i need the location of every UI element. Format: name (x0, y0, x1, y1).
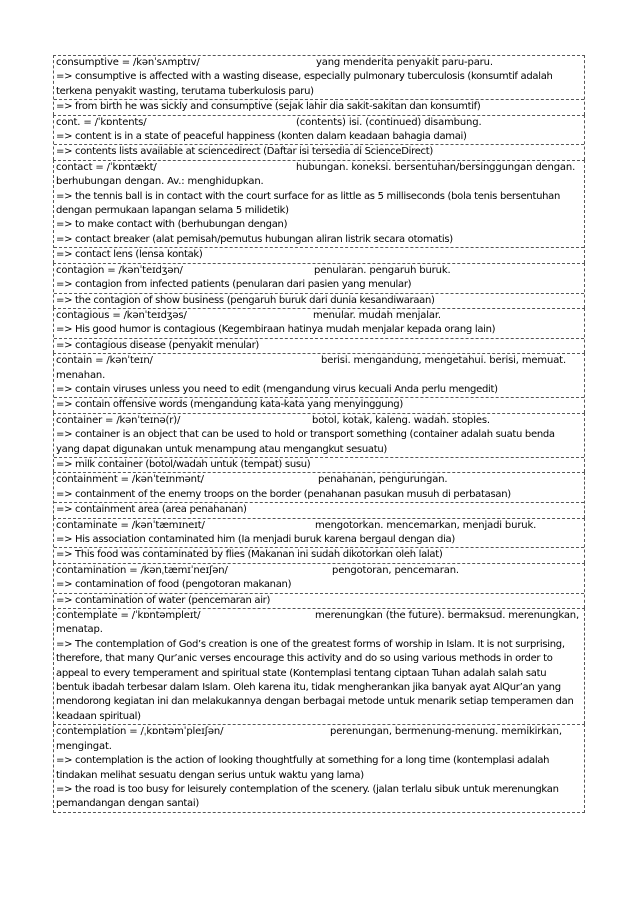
entry-term: consumptive = /kənˈsʌmptɪv/ (56, 57, 200, 68)
dictionary-entry (53, 160, 585, 263)
dictionary-entry (53, 563, 585, 608)
example-line: => container is an object that can be used to hold or transport something (container adalah suatu benda (56, 429, 555, 441)
entry-head (56, 56, 582, 70)
example-line: => His association contaminated him (Ia menjadi buruk karena bergaul dengan dia) (56, 534, 455, 545)
dictionary-entry (53, 353, 585, 413)
entry-meaning: yang menderita penyakit paru-paru. (316, 57, 493, 68)
entry-head (56, 264, 582, 278)
dictionary-entry (53, 308, 585, 353)
example-line: => containment of the enemy troops on the border (penahanan pasukan musuh di perbatasan) (56, 488, 511, 500)
example-line: therefore, that many Qur’anic verses encourage this activity and do so using various methods in order to (56, 653, 553, 665)
example-line: appeal to every temperament and spiritual state (Kontemplasi tentang ciptaan Tuhan adalah salah satu (56, 667, 547, 679)
example-line-separated: => the contagion of show business (pengaruh buruk dari dunia kesandiwaraan) (54, 293, 584, 308)
example-line-separated: => from birth he was sickly and consumptive (sejak lahir dia sakit-sakitan dan konsumtif) (54, 99, 584, 114)
entry-meaning-continued: menatap. (56, 624, 103, 636)
example-line-separated: => contact lens (lensa kontak) (54, 247, 584, 262)
entry-head (56, 519, 582, 533)
entry-head (56, 309, 582, 323)
dictionary-entry (53, 263, 585, 308)
example-line-separated: => contagious disease (penyakit menular) (54, 338, 584, 353)
example-line: tindakan melihat sesuatu dengan serius untuk waktu yang lama) (56, 769, 364, 781)
entry-head (56, 354, 582, 368)
entry-meaning: perenungan, bermenung-menung. memikirkan, (330, 726, 562, 738)
entry-meaning: merenungkan (the future). bermaksud. merenungkan, (315, 610, 580, 622)
entry-meaning: (contents) isi. (continued) disambung. (296, 116, 482, 128)
example-line: yang dapat digunakan untuk menampung atau mengangkut sesuatu) (56, 443, 387, 455)
dictionary-entry (53, 115, 585, 160)
entry-term: contaminate = /kənˈtæmɪneɪt/ (56, 519, 205, 531)
example-line: => contagion from infected patients (penularan dari pasien yang menular) (56, 279, 412, 291)
example-line: => content is in a state of peaceful happiness (konten dalam keadaan bahagia damai) (56, 131, 467, 143)
example-line-separated: => contents lists available at sciencedirect (Daftar isi tersedia di ScienceDirect) (54, 144, 584, 159)
example-line-separated: => containment area (area penahanan) (54, 502, 584, 517)
example-line: => contemplation is the action of looking thoughtfully at something for a long time (kontemplasi adalah (56, 755, 550, 767)
example-line: => consumptive is affected with a wasting disease, especially pulmonary tuberculosis (konsumtif adalah (56, 71, 553, 83)
example-line-separated: => contamination of water (pencemaran air) (54, 593, 584, 608)
entry-meaning: penahanan, pengurungan. (318, 474, 448, 486)
example-line: pemandangan dengan santai) (56, 798, 199, 810)
entry-meaning: mengotorkan. mencemarkan, menjadi buruk. (315, 519, 537, 531)
example-line: => contamination of food (pengotoran makanan) (56, 579, 292, 591)
entry-head (56, 609, 582, 623)
entry-term: contamination = /kənˌtæmɪˈneɪʃən/ (56, 564, 228, 576)
example-line: => the tennis ball is in contact with the court surface for as little as 5 milliseconds (bola tenis bersentuhan (56, 190, 561, 202)
entry-head (56, 473, 582, 487)
example-line-separated: => milk container (botol/wadah untuk (tempat) susu) (54, 457, 584, 472)
entry-meaning: berisi. mengandung, mengetahui. berisi, memuat. (321, 355, 566, 367)
dictionary-entry (53, 55, 585, 115)
example-line-separated: => contain offensive words (mengandung kata-kata yang menyinggung) (54, 397, 584, 412)
entry-term: contemplation = /ˌkɒntəmˈpleɪʃən/ (56, 726, 224, 738)
dictionary-entry (53, 472, 585, 517)
entry-meaning: pengotoran, pencemaran. (332, 564, 459, 576)
example-line: dengan permukaan lapangan selama 5 milidetik) (56, 205, 289, 217)
dictionary-page (53, 55, 585, 813)
entry-meaning: menular. mudah menjalar. (313, 309, 441, 321)
dictionary-entry (53, 413, 585, 473)
entry-term: contact = /ˈkɒntækt/ (56, 161, 157, 173)
example-line: bentuk ibadah terbesar dalam Islam. Oleh karena itu, tidak mengherankan jika banyak ayat AlQur’an yang (56, 682, 561, 694)
example-line-separated: => This food was contaminated by flies (Makanan ini sudah dikotorkan oleh lalat) (54, 547, 584, 562)
entry-term: cont. = /ˈkɒntents/ (56, 116, 147, 128)
example-line: mendorong kegiatan ini dan melakukannya dengan berbagai metode untuk menarik setiap temperamen dan (56, 696, 574, 708)
entry-head (56, 725, 582, 739)
entry-meaning-continued: mengingat. (56, 740, 112, 752)
entry-head (56, 414, 582, 428)
entry-meaning: hubungan. koneksi. bersentuhan/bersinggungan dengan. (296, 161, 576, 173)
example-line: => to make contact with (berhubungan dengan) (56, 219, 288, 231)
entry-head (56, 161, 582, 175)
entry-meaning-continued: berhubungan dengan. Av.: menghidupkan. (56, 176, 264, 188)
example-line: => the road is too busy for leisurely contemplation of the scenery. (jalan terlalu sibuk untuk merenungkan (56, 783, 559, 795)
entry-term: contemplate = /ˈkɒntəmpleɪt/ (56, 610, 201, 622)
dictionary-entry (53, 608, 585, 724)
entry-term: contain = /kənˈteɪn/ (56, 355, 153, 367)
entry-term: contagion = /kənˈteɪdʒən/ (56, 264, 183, 276)
example-line: => contain viruses unless you need to edit (mengandung virus kecuali Anda perlu mengedit) (56, 383, 498, 395)
entry-term: containment = /kənˈteɪnmənt/ (56, 474, 204, 486)
example-line: => The contemplation of God’s creation is one of the greatest forms of worship in Islam. It is not surprising, (56, 638, 565, 650)
entry-meaning: botol, kotak, kaleng. wadah. stoples. (312, 414, 490, 426)
entry-head (56, 564, 582, 578)
dictionary-entry (53, 724, 585, 812)
entry-head (56, 116, 582, 130)
dictionary-entry (53, 518, 585, 563)
example-line: keadaan spiritual) (56, 710, 141, 722)
entry-meaning-continued: menahan. (56, 369, 106, 381)
example-line: => His good humor is contagious (Kegembiraan hatinya mudah menjalar kepada orang lain) (56, 324, 496, 336)
entry-term: contagious = /kənˈteɪdʒəs/ (56, 309, 187, 321)
example-line: terkena penyakit wasting, terutama tuberkulosis paru) (56, 85, 314, 97)
entry-meaning: penularan. pengaruh buruk. (314, 264, 451, 276)
example-line: => contact breaker (alat pemisah/pemutus hubungan aliran listrik secara otomatis) (56, 233, 453, 245)
entry-term: container = /kənˈteɪnə(r)/ (56, 414, 181, 426)
